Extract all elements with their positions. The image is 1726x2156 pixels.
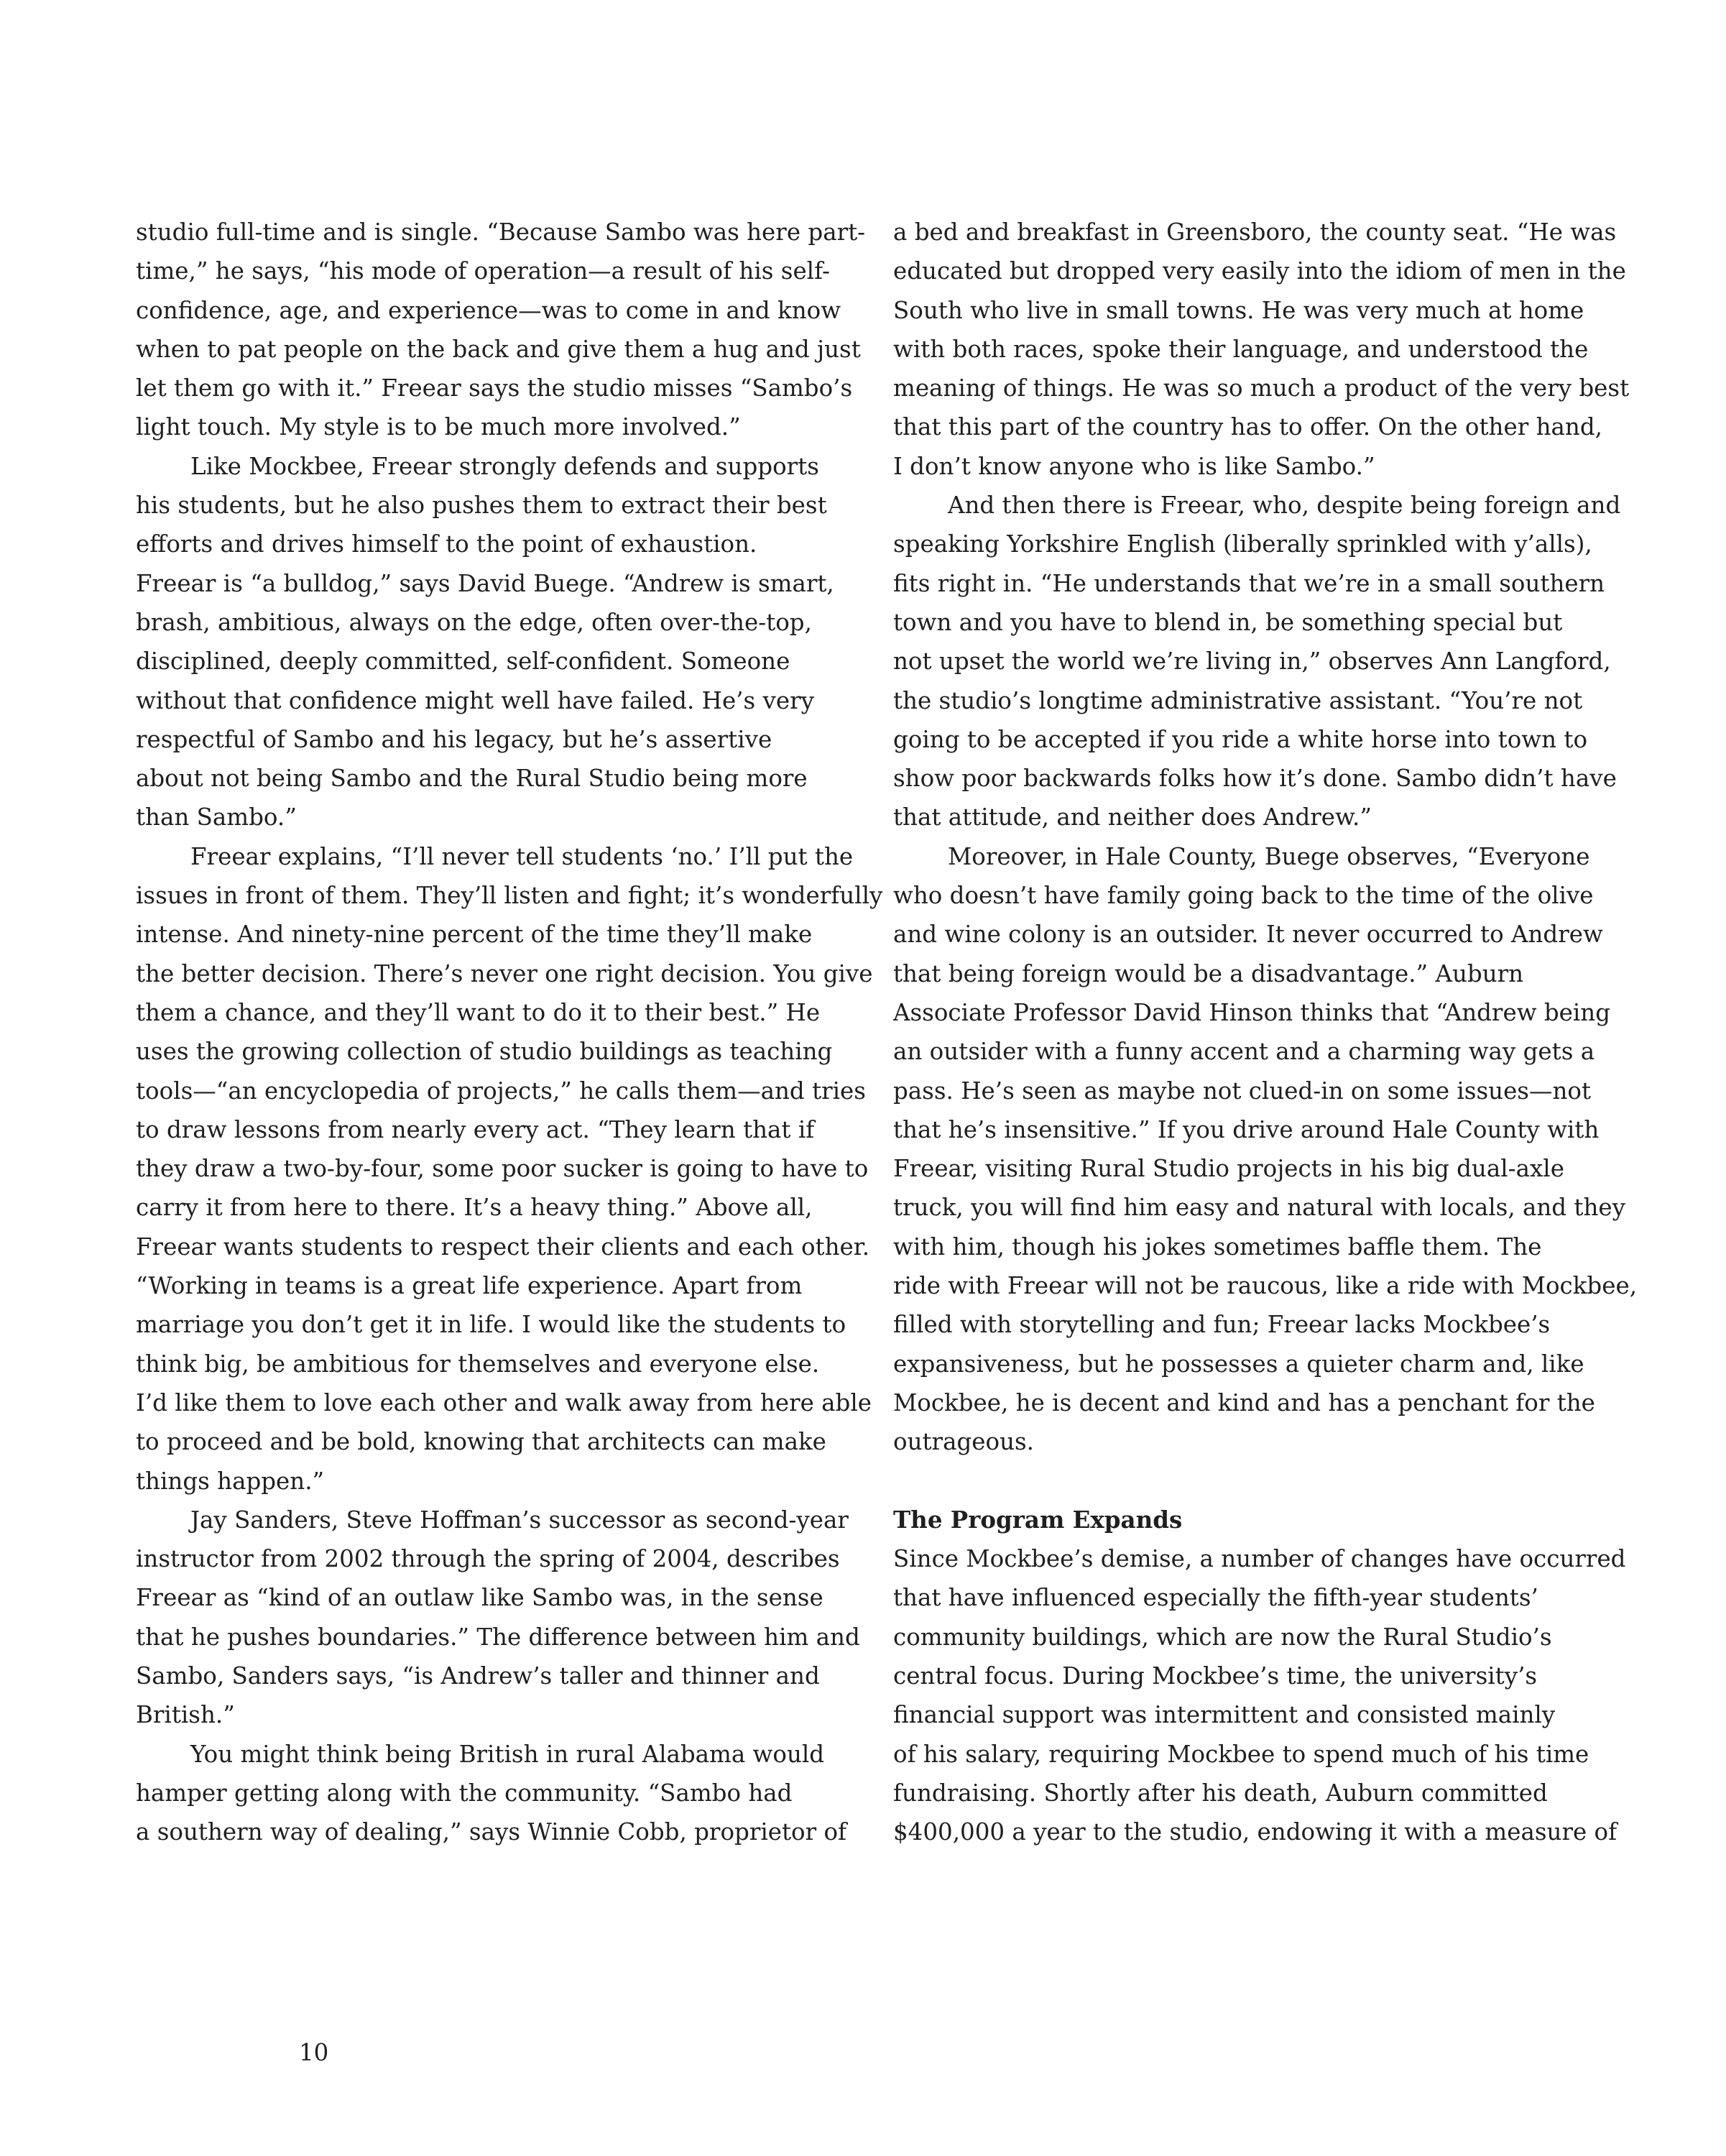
- text-line: Freear as “kind of an outlaw like Sambo was, in the sense: [136, 1584, 823, 1612]
- text-line: that he pushes boundaries.” The difference between him and: [136, 1623, 860, 1651]
- text-line: show poor backwards folks how it’s done. Sambo didn’t have: [893, 765, 1617, 793]
- left-text-column: [136, 213, 883, 1851]
- text-line: Freear wants students to respect their clients and each other.: [136, 1233, 870, 1261]
- text-line: Moreover, in Hale County, Buege observes, “Everyone: [948, 842, 1590, 870]
- section-heading: The Program Expands: [893, 1505, 1183, 1534]
- text-line: without that confidence might well have failed. He’s very: [136, 686, 815, 714]
- text-line: educated but dropped very easily into the idiom of men in the: [893, 257, 1626, 285]
- text-line: issues in front of them. They’ll listen and fight; it’s wonderfully: [136, 882, 883, 910]
- text-line: Like Mockbee, Freear strongly defends and supports: [190, 452, 819, 480]
- text-line: an outsider with a funny accent and a charming way gets a: [893, 1038, 1595, 1066]
- text-line: with both races, spoke their language, and understood the: [893, 335, 1589, 363]
- text-line: financial support was intermittent and consisted mainly: [893, 1701, 1556, 1729]
- text-line: things happen.”: [136, 1467, 325, 1495]
- text-line: instructor from 2002 through the spring of 2004, describes: [136, 1545, 840, 1573]
- text-line: think big, be ambitious for themselves and everyone else.: [136, 1350, 820, 1378]
- text-line: when to pat people on the back and give them a hug and just: [136, 335, 861, 363]
- text-line: ride with Freear will not be raucous, like a ride with Mockbee,: [893, 1272, 1638, 1300]
- text-line: intense. And ninety-nine percent of the time they’ll make: [136, 921, 813, 949]
- text-line: South who live in small towns. He was very much at home: [893, 296, 1584, 324]
- text-line: confidence, age, and experience—was to come in and know: [136, 296, 841, 324]
- text-line: studio full-time and is single. “Because Sambo was here part-: [136, 218, 866, 246]
- text-line: hamper getting along with the community. “Sambo had: [136, 1779, 793, 1807]
- text-line: a bed and breakfast in Greensboro, the county seat. “He was: [893, 218, 1617, 246]
- text-line: with him, though his jokes sometimes baffle them. The: [893, 1233, 1542, 1261]
- text-line: the better decision. There’s never one right decision. You give: [136, 959, 873, 987]
- text-line: central focus. During Mockbee’s time, the university’s: [893, 1662, 1538, 1690]
- text-line: expansiveness, but he possesses a quieter charm and, like: [893, 1350, 1584, 1378]
- text-line: to proceed and be bold, knowing that architects can make: [136, 1428, 826, 1456]
- text-line: that attitude, and neither does Andrew.”: [893, 803, 1372, 831]
- text-line: Sambo, Sanders says, “is Andrew’s taller and thinner and: [136, 1662, 820, 1690]
- text-line: to draw lessons from nearly every act. “They learn that if: [136, 1115, 815, 1143]
- text-line: You might think being British in rural Alabama would: [190, 1740, 825, 1768]
- text-line: let them go with it.” Freear says the studio misses “Sambo’s: [136, 374, 853, 402]
- text-line: that he’s insensitive.” If you drive around Hale County with: [893, 1115, 1600, 1143]
- text-line: meaning of things. He was so much a product of the very best: [893, 374, 1630, 402]
- text-line: outrageous.: [893, 1428, 1035, 1456]
- text-line: carry it from here to there. It’s a heavy thing.” Above all,: [136, 1194, 813, 1222]
- text-line: not upset the world we’re living in,” observes Ann Langford,: [893, 648, 1611, 676]
- text-line: who doesn’t have family going back to the time of the olive: [893, 882, 1594, 910]
- text-line: Since Mockbee’s demise, a number of changes have occurred: [893, 1545, 1626, 1573]
- text-line: the studio’s longtime administrative assistant. “You’re not: [893, 686, 1583, 714]
- text-line: of his salary, requiring Mockbee to spend much of his time: [893, 1740, 1589, 1768]
- text-line: Freear explains, “I’ll never tell students ‘no.’ I’ll put the: [190, 842, 854, 870]
- right-text-column: [893, 213, 1638, 1851]
- text-line: than Sambo.”: [136, 803, 297, 831]
- text-line: pass. He’s seen as maybe not clued-in on some issues—not: [893, 1077, 1592, 1105]
- text-line: And then there is Freear, who, despite being foreign and: [948, 492, 1621, 520]
- text-line: fits right in. “He understands that we’re in a small southern: [893, 569, 1605, 597]
- text-line: they draw a two-by-four, some poor sucker is going to have to: [136, 1155, 869, 1183]
- text-line: town and you have to blend in, be something special but: [893, 608, 1563, 636]
- text-line: them a chance, and they’ll want to do it to their best.” He: [136, 998, 821, 1026]
- blank-line: [893, 1462, 1597, 1501]
- page-number: 10: [299, 2039, 329, 2066]
- text-line: $400,000 a year to the studio, endowing it with a measure of: [893, 1818, 1617, 1846]
- text-line: “Working in teams is a great life experience. Apart from: [136, 1272, 803, 1300]
- text-line: efforts and drives himself to the point of exhaustion.: [136, 530, 757, 558]
- text-line: fundraising. Shortly after his death, Auburn committed: [893, 1779, 1548, 1807]
- text-line: Freear is “a bulldog,” says David Buege. “Andrew is smart,: [136, 569, 834, 597]
- text-line: about not being Sambo and the Rural Studio being more: [136, 765, 808, 793]
- text-line: Jay Sanders, Steve Hoffman’s successor as second-year: [190, 1506, 849, 1534]
- text-line: going to be accepted if you ride a white horse into town to: [893, 725, 1588, 753]
- text-line: Freear, visiting Rural Studio projects in his big dual-axle: [893, 1155, 1564, 1183]
- text-line: I don’t know anyone who is like Sambo.”: [893, 452, 1375, 480]
- text-line: filled with storytelling and fun; Freear lacks Mockbee’s: [893, 1311, 1551, 1339]
- text-line: respectful of Sambo and his legacy, but he’s assertive: [136, 725, 772, 753]
- text-line: Mockbee, he is decent and kind and has a penchant for the: [893, 1388, 1595, 1416]
- text-line: truck, you will find him easy and natural with locals, and they: [893, 1194, 1626, 1222]
- text-line: his students, but he also pushes them to extract their best: [136, 492, 827, 520]
- text-line: that have influenced especially the fifth-year students’: [893, 1584, 1538, 1612]
- text-line: a southern way of dealing,” says Winnie Cobb, proprietor of: [136, 1818, 847, 1846]
- text-line: Associate Professor David Hinson thinks that “Andrew being: [893, 998, 1611, 1026]
- text-line: British.”: [136, 1701, 235, 1729]
- text-line: light touch. My style is to be much more involved.”: [136, 413, 741, 441]
- text-line: and wine colony is an outsider. It never occurred to Andrew: [893, 921, 1603, 949]
- text-line: community buildings, which are now the Rural Studio’s: [893, 1623, 1552, 1651]
- text-line: disciplined, deeply committed, self-confident. Someone: [136, 648, 790, 676]
- text-line: that being foreign would be a disadvantage.” Auburn: [893, 959, 1524, 987]
- text-line: uses the growing collection of studio buildings as teaching: [136, 1038, 833, 1066]
- text-line: marriage you don’t get it in life. I would like the students to: [136, 1311, 846, 1339]
- text-line: speaking Yorkshire English (liberally sprinkled with y’alls),: [893, 530, 1592, 558]
- text-line: tools—“an encyclopedia of projects,” he calls them—and tries: [136, 1077, 866, 1105]
- text-line: that this part of the country has to offer. On the other hand,: [893, 413, 1602, 441]
- text-line: I’d like them to love each other and walk away from here able: [136, 1388, 872, 1416]
- text-line: time,” he says, “his mode of operation—a result of his self-: [136, 257, 830, 285]
- text-line: brash, ambitious, always on the edge, often over-the-top,: [136, 608, 812, 636]
